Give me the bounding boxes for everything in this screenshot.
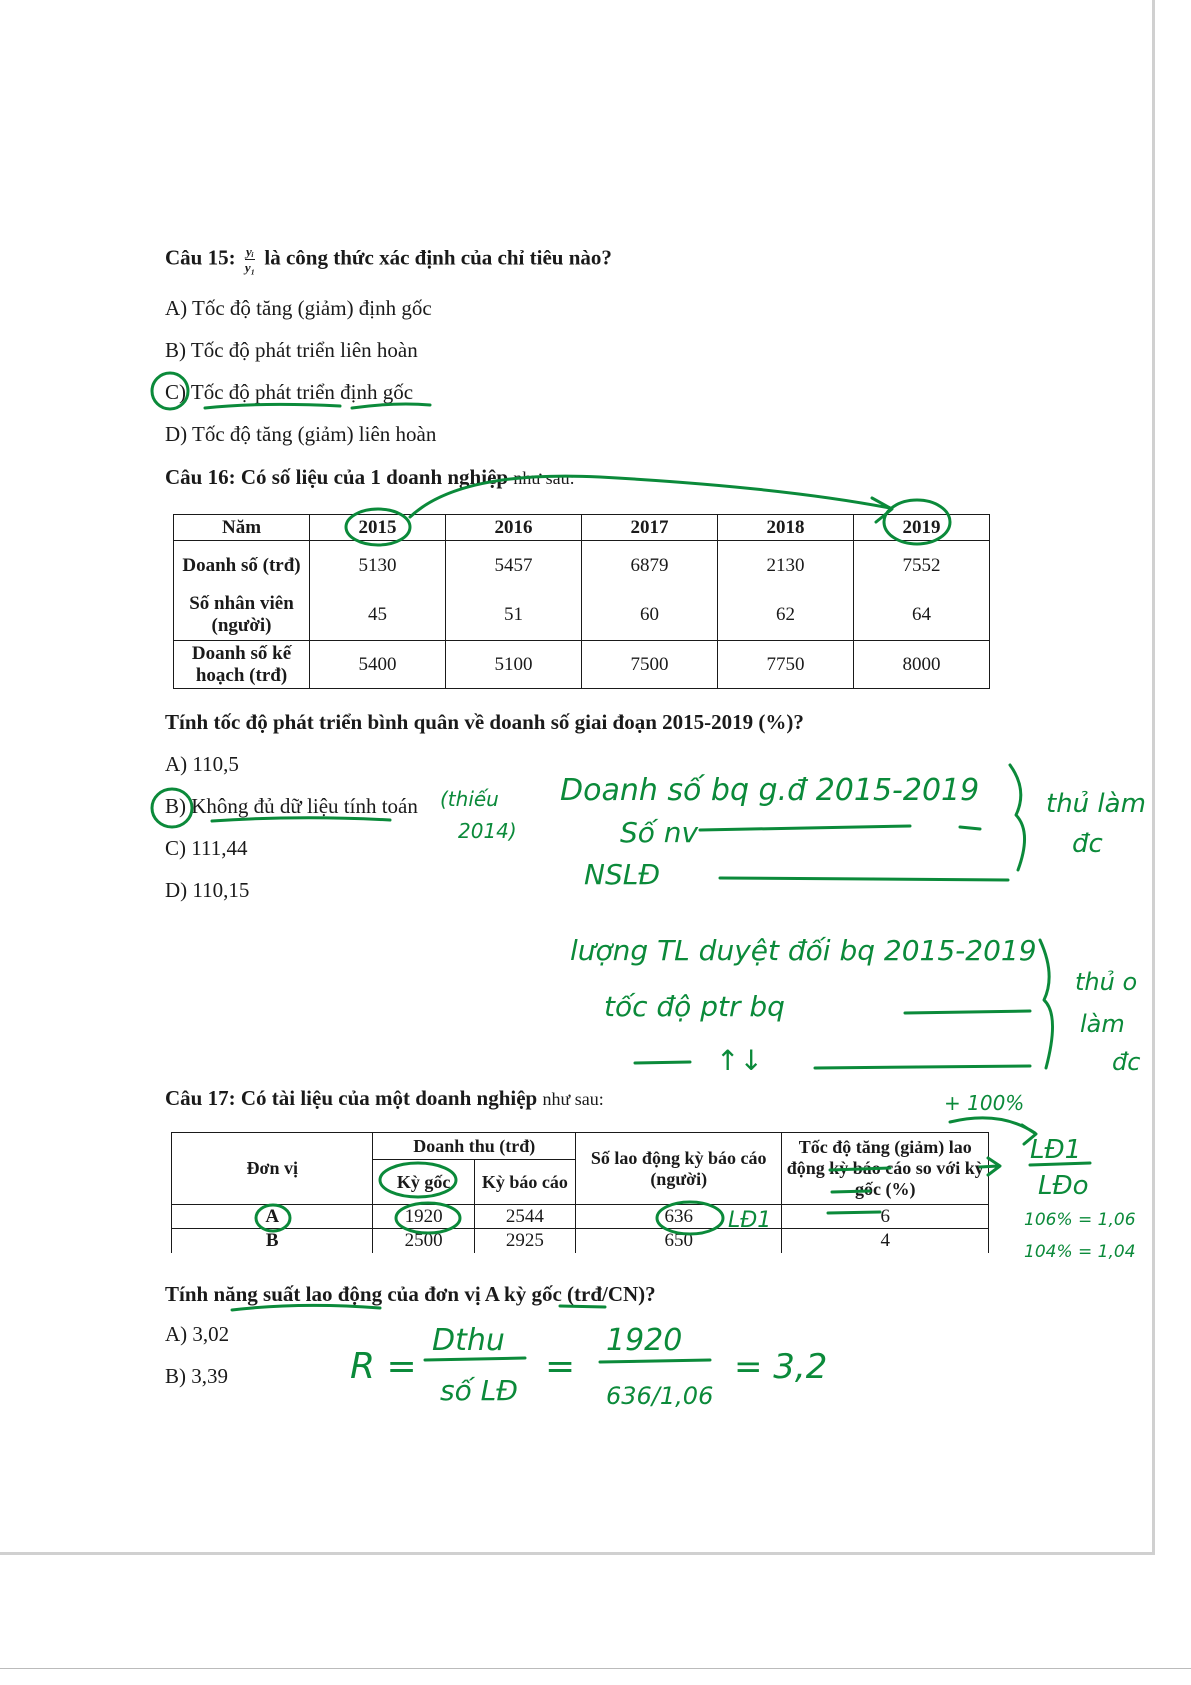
header-2017: 2017: [582, 515, 718, 541]
header-unit: Đơn vị: [172, 1133, 373, 1205]
table-cell: 6: [782, 1205, 989, 1229]
row-label: Doanh số kế hoạch (trđ): [174, 641, 310, 689]
table-header-row: [174, 515, 990, 541]
header-year: Năm: [174, 515, 310, 541]
table-cell: 4: [782, 1229, 989, 1253]
q17-question: Tính năng suất lao động của đơn vị A kỳ gốc (trđ/CN)?: [165, 1282, 656, 1306]
q17-option-a: A) 3,02: [165, 1322, 230, 1346]
handwriting-text: đc: [1072, 829, 1103, 859]
handwriting-text: LĐ1: [728, 1208, 772, 1233]
table-row: [174, 541, 990, 591]
row-label: Số nhân viên (người): [174, 591, 310, 641]
q16-option-d: D) 110,15: [165, 878, 250, 902]
page-separator: [0, 1668, 1191, 1669]
handwriting-text: NSLĐ: [584, 858, 661, 891]
header-2018: 2018: [718, 515, 854, 541]
handwriting-text: lượng TL duyệt đối bq 2015-2019: [570, 934, 1037, 967]
handwriting-text: ↑↓: [716, 1044, 763, 1077]
question-15-text: là công thức xác định của chỉ tiêu nào?: [264, 245, 612, 270]
question-17: [165, 1086, 604, 1111]
table-cell: 2544: [474, 1205, 575, 1229]
table-row: [174, 591, 990, 641]
handwriting-text: Doanh số bq g.đ 2015-2019: [560, 773, 980, 808]
q16-option-c: C) 111,44: [165, 836, 248, 860]
header-revenue: Doanh thu (trđ): [373, 1133, 575, 1160]
table-cell: 64: [854, 591, 990, 641]
handwriting-text: thủ làm: [1046, 789, 1146, 819]
q17-option-b: B) 3,39: [165, 1364, 228, 1388]
table-row: [172, 1229, 989, 1253]
table-cell: 5457: [446, 541, 582, 591]
q15-option-c: C) Tốc độ phát triển định gốc: [165, 380, 414, 404]
table-cell: 5130: [310, 541, 446, 591]
table-cell: 2500: [373, 1229, 474, 1253]
handwriting-text: + 100%: [944, 1091, 1025, 1115]
handwriting-text: 636/1,06: [606, 1382, 714, 1410]
q15-option-a: A) Tốc độ tăng (giảm) định gốc: [165, 296, 432, 320]
header-base: Kỳ gốc: [373, 1160, 474, 1205]
handwriting-text: đc: [1112, 1048, 1141, 1076]
handwriting-text: = 3,2: [734, 1347, 828, 1387]
row-label: B: [172, 1229, 373, 1253]
q17-data-table: [171, 1132, 989, 1253]
header-report: Kỳ báo cáo: [474, 1160, 575, 1205]
header-2015: 2015: [310, 515, 446, 541]
table-cell: 7500: [582, 641, 718, 689]
table-cell: 6879: [582, 541, 718, 591]
table-cell: 62: [718, 591, 854, 641]
q16-question: Tính tốc độ phát triển bình quân về doanh số giai đoạn 2015-2019 (%)?: [165, 710, 804, 734]
header-2016: 2016: [446, 515, 582, 541]
header-growth: Tốc độ tăng (giảm) lao động kỳ báo cáo so với kỳ gốc (%): [782, 1133, 989, 1205]
handwriting-text: =: [545, 1346, 576, 1387]
fraction-numerator: yᵢ: [246, 244, 254, 259]
q15-option-b: B) Tốc độ phát triển liên hoàn: [165, 338, 418, 362]
handwriting-text: làm: [1080, 1010, 1125, 1038]
row-label: Doanh số (trđ): [174, 541, 310, 591]
table-cell: 8000: [854, 641, 990, 689]
question-16-label: Câu 16: Có số liệu của 1 doanh nghiệp: [165, 465, 509, 489]
question-16: [165, 465, 575, 490]
fraction-denominator: y₁: [244, 260, 256, 275]
handwriting-text: LĐo: [1038, 1171, 1089, 1201]
handwriting-text: thủ o: [1075, 968, 1138, 996]
question-15-label: Câu 15:: [165, 245, 236, 270]
table-cell: 5400: [310, 641, 446, 689]
table-cell: 636: [575, 1205, 782, 1229]
q16-option-b: B) Không đủ dữ liệu tính toán: [165, 794, 418, 818]
handwriting-text: số LĐ: [440, 1374, 518, 1407]
handwriting-text: 2014): [458, 819, 517, 843]
table-cell: 60: [582, 591, 718, 641]
handwriting-text: 1920: [606, 1323, 683, 1358]
q16-option-a: A) 110,5: [165, 752, 239, 776]
q16-data-table: [173, 514, 990, 689]
table-cell: 7552: [854, 541, 990, 591]
handwriting-text: Số nv: [620, 816, 699, 849]
table-row: [174, 641, 990, 689]
table-cell: 2925: [474, 1229, 575, 1253]
handwriting-text: 106% = 1,06: [1024, 1210, 1136, 1230]
question-17-label-tail: như sau:: [542, 1089, 604, 1109]
handwriting-text: (thiếu: [440, 787, 499, 811]
handwriting-text: 104% = 1,04: [1024, 1242, 1136, 1262]
handwriting-text: Dthu: [432, 1323, 505, 1358]
handwriting-text: LĐ1: [1030, 1135, 1082, 1165]
table-cell: 2130: [718, 541, 854, 591]
table-cell: 650: [575, 1229, 782, 1253]
table-header-row: [172, 1133, 989, 1160]
table-cell: 7750: [718, 641, 854, 689]
formula-fraction: [245, 244, 255, 275]
table-row: [172, 1205, 989, 1229]
q15-option-d: D) Tốc độ tăng (giảm) liên hoàn: [165, 422, 437, 446]
row-label: A: [172, 1205, 373, 1229]
question-17-label: Câu 17: Có tài liệu của một doanh nghiệp: [165, 1086, 538, 1110]
table-cell: 5100: [446, 641, 582, 689]
handwriting-text: R =: [350, 1346, 417, 1387]
header-2019: 2019: [854, 515, 990, 541]
table-cell: 1920: [373, 1205, 474, 1229]
question-15: [165, 244, 612, 275]
header-labor: Số lao động kỳ báo cáo (người): [575, 1133, 782, 1205]
handwriting-text: tốc độ ptr bq: [604, 990, 785, 1023]
table-cell: 51: [446, 591, 582, 641]
table-cell: 45: [310, 591, 446, 641]
question-16-label-tail: như sau:: [513, 468, 575, 488]
